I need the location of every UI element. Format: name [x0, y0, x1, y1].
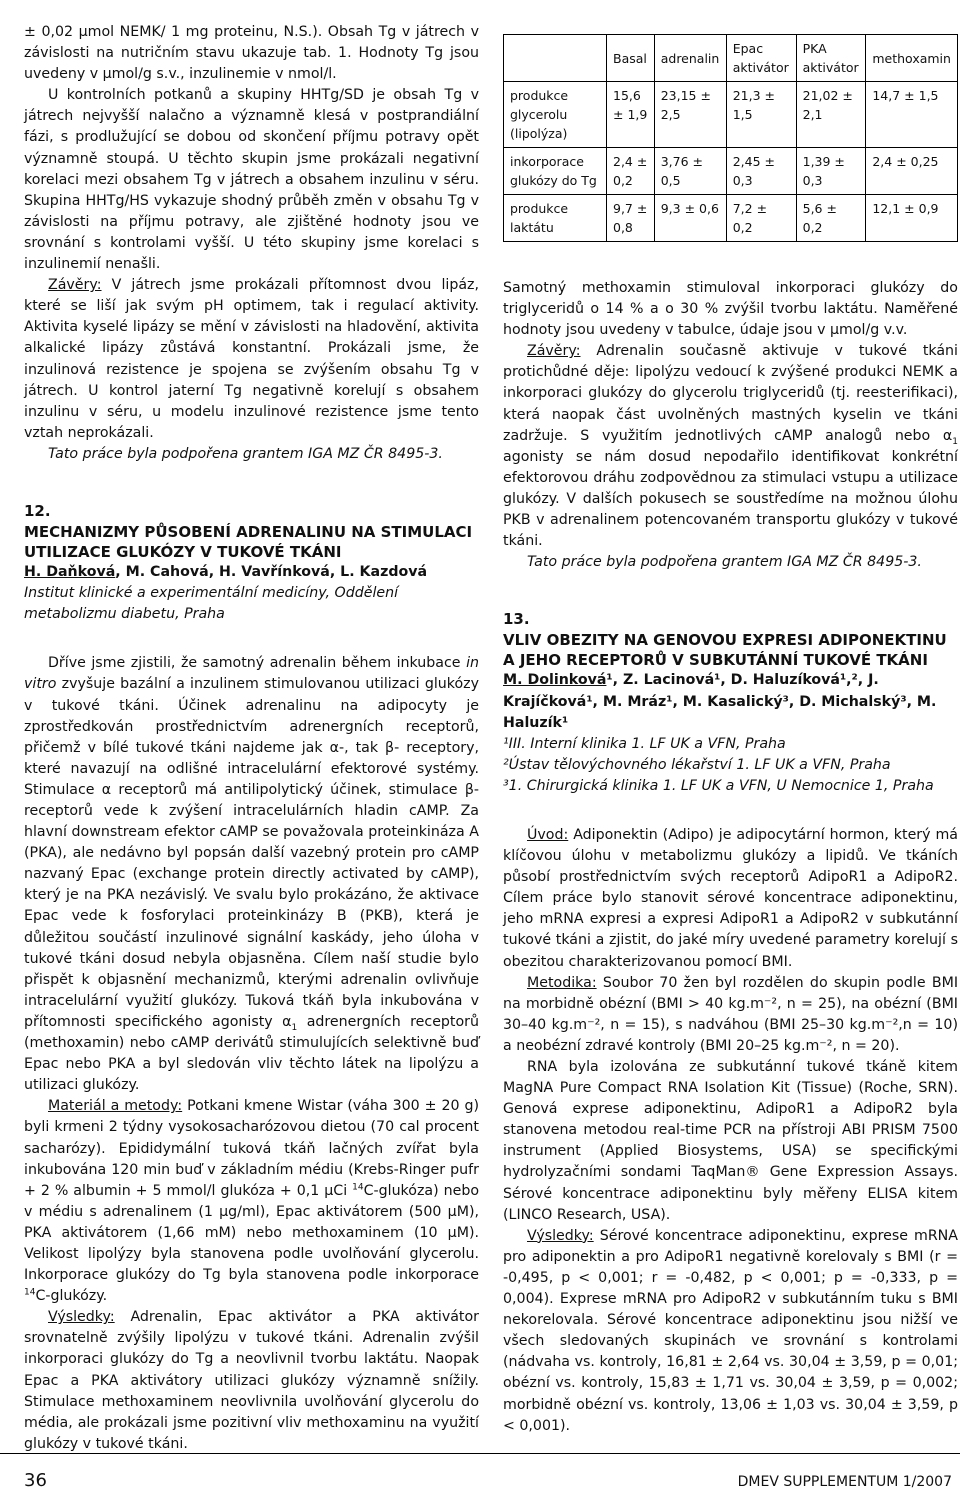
- table-row: [504, 195, 958, 242]
- table-cell: 15,6 ± 1,9: [607, 82, 655, 148]
- results-table: [503, 34, 958, 242]
- intro-label: Úvod:: [527, 826, 569, 843]
- paragraph-conclusions: Závěry: V játrech jsme prokázali přítomnost dvou lipáz, které se liší jak svým pH optimem, tak i regulací aktivity. Aktivita kyselé lipázy se mění v závislosti na hladovění, aktivita alkalické lipázy zůstává konstantní. Prokázali jsme, že inzulinová rezistence je spojena se zvýšením obsahu Tg v játrech. U kontrol jaterní Tg negativně korelují s obsahem inzulinu v séru, u modelu inzulinové rezistence jsme tento vztah neprokázali.: [24, 277, 479, 441]
- table-cell: 14,7 ± 1,5: [866, 82, 958, 148]
- results-label: Výsledky:: [527, 1227, 594, 1244]
- conclusions-label: Závěry:: [48, 277, 102, 294]
- table-header-row: [504, 35, 958, 82]
- paragraph-intro: Úvod: Adiponektin (Adipo) je adipocytární hormon, který má klíčovou úlohu v metabolizmu glukózy a lipidů. Ve tkáních působí prostřednictvím svých receptorů AdipoR1 a AdipoR2. Cílem práce bylo stanovit sérové koncentrace adiponektinu, jeho mRNA expresi a expresi AdipoR1 a AdipoR2 v subkutánní tukové tkáni a zjistit, do jaké míry uvedené parametry korelují s obezitou charakterizovanou pomocí BMI.: [503, 826, 958, 970]
- affiliation: Institut klinické a experimentální medicíny, Oddělení metabolizmu diabetu, Praha: [24, 585, 399, 623]
- results-label: Výsledky:: [48, 1309, 115, 1326]
- table-header: Basal: [607, 35, 655, 82]
- grant-note: Tato práce byla podpořena grantem IGA MZ ČR 8495-3.: [48, 445, 443, 462]
- affiliation: ²Ústav tělovýchovného lékařství 1. LF UK a VFN, Praha: [503, 756, 891, 773]
- paragraph-methoxamin: Samotný methoxamin stimuloval inkorporaci glukózy do triglyceridů o 14 % a o 30 % zvýšil tvorbu laktátu. Naměřené hodnoty jsou uvedeny v tabulce, údaje jsou v µmol/g v.v.: [503, 280, 958, 339]
- grant-note: Tato práce byla podpořena grantem IGA MZ ČR 8495-3.: [527, 554, 922, 571]
- paragraph-results: Výsledky: Adrenalin, Epac aktivátor a PKA aktivátor srovnatelně zvýšily lipolýzu v tukové tkáni. Adrenalin zvýšil inkorporaci glukózy do Tg a neovlivnil tvorbu laktátu. Naopak Epac a PKA aktivátory utilizaci glukózy významně snížily. Stimulace methoxaminem neovlivnila uvolňování glycerolu do média, ale prokázali jsme pozitivní vliv methoxaminu na využití glukózy v tukové tkáni.: [24, 1309, 479, 1452]
- paragraph-continued: ± 0,02 µmol NEMK/ 1 mg proteinu, N.S.). Obsah Tg v játrech v závislosti na nutričním stavu ukazuje tab. 1. Hodnoty Tg jsou uvedeny v µmol/g s.v., inzulinemie v nmol/l.: [24, 24, 479, 83]
- paragraph-intro: Dříve jsme zjistili, že samotný adrenalin během inkubace in vitro zvyšuje bazální a inzulinem stimulovanou utilizaci glukózy v tukové tkáni. Účinek adrenalinu na adipocyty je zprostředkován prostřednictvím adrenergních receptorů, přičemž v bílé tukové tkáni najdeme jak α-, tak β- receptory, které navazují na odlišné intracelulární efektorové systémy. Stimulace α receptorů má antilipolytický účinek, stimulace β- receptorů vede k zvýšení intracelulárních hladin cAMP. Za hlavní downstream efektor cAMP se považovala proteinkináza A (PKA), ale nedávno byl popsán další vazebný protein pro cAMP nazvaný Epac (exchange protein directly activated by cAMP), který je na PKA nezávislý. Ve svalu bylo prokázáno, že aktivace Epac vede k fosforylaci proteinkinázy B (PKB), která je důležitou součástí inzulinové signální kaskády, jeho úloha v tukové tkáni dosud nebyla objasněna. Cílem naší studie bylo přispět k objasnění mechanizmů, kterými adrenalin ovlivňuje intracelulární využití glukózy. Tuková tkáň byla inkubována v přítomnosti specifického agonisty $\alpha_1$ adrenergních receptorů (methoxamin) nebo cAMP derivátů stimulujících selektivně buď Epac nebo PKA a byl sledován vliv těchto látek na lipolýzu a utilizaci glukózy.: [24, 655, 479, 1094]
- left-column: [24, 22, 479, 1455]
- row-label: produkce laktátu: [504, 195, 607, 242]
- table-cell: 21,02 ± 2,1: [796, 82, 866, 148]
- table-cell: 21,3 ± 1,5: [726, 82, 796, 148]
- section-number: 12.: [24, 501, 51, 520]
- table-cell: 9,7 ± 0,8: [607, 195, 655, 242]
- table-corner: [504, 35, 607, 82]
- paragraph-results-tg: U kontrolních potkanů a skupiny HHTg/SD je obsah Tg v játrech nejvyšší nalačno a významně klesá v postprandiální fázi, s prodlužující se dobou od skončení příjmu potravy opět významně stoupá. U těchto skupin jsme prokázali negativní korelaci mezi obsahem Tg v játrech a obsahem inzulinu v séru. Skupina HHTg/HS vykazuje shodný průběh změn v obsahu Tg v závislosti na příjmu potravy, ale zjištěné hodnoty jsou ve srovnání s kontrolami vyšší. U této skupiny jsme korelaci s inzulinemií nenašli.: [24, 87, 479, 273]
- table-cell: 2,4 ± 0,25: [866, 148, 958, 195]
- paragraph-results: Výsledky: Sérové koncentrace adiponektinu, exprese mRNA pro adiponektin a pro AdipoR1 negativně korelovaly s BMI (r = -0,495, p < 0,001; r = -0,482, p < 0,001; p = -0,333, p = 0,004). Exprese mRNA pro AdipoR2 v subkutánním tuku s BMI nekorelovala. Sérové koncentrace adiponektinu jsou nižší ve všech sledovaných skupinách ve srovnání s kontrolami (nádvaha vs. kontroly, 16,81 ± 2,64 vs. 30,04 ± 3,59, p = 0,01; obézní vs. kontroly, 15,83 ± 1,71 vs. 30,04 ± 3,59, p = 0,002; morbidně obézní vs. kontroly, 13,06 ± 1,03 vs. 30,04 ± 3,59, p < 0,001).: [503, 1227, 958, 1434]
- table-row: [504, 148, 958, 195]
- affiliation: ¹III. Interní klinika 1. LF UK a VFN, Praha: [503, 735, 786, 752]
- conclusions-label: Závěry:: [527, 343, 581, 360]
- section-number: 13.: [503, 610, 530, 629]
- footer-divider: [0, 1453, 960, 1454]
- paragraph-rna: RNA byla izolována ze subkutánní tukové tkáně kitem MagNA Pure Compact RNA Isolation Kit (Tissue) (Roche, SRN). Genová exprese adiponektinu, AdipoR1 a AdipoR2 byla stanovena metodou real-time PCR na přístroji ABI PRISM 7500 instrument (Applied Biosystems, USA) se specifickými hydrolyzačními sondami TaqMan® Gene Expression Assays. Sérové koncentrace adiponektinu byly měřeny ELISA kitem (LINCO Research, USA).: [503, 1059, 958, 1223]
- table-cell: 1,39 ± 0,3: [796, 148, 866, 195]
- table-cell: 7,2 ± 0,2: [726, 195, 796, 242]
- methods-label: Metodika:: [527, 974, 597, 991]
- table-header: Epac aktivátor: [726, 35, 796, 82]
- affiliation: ³1. Chirurgická klinika 1. LF UK a VFN, U Nemocnice 1, Praha: [503, 777, 934, 794]
- table-cell: 23,15 ± 2,5: [654, 82, 726, 148]
- section-title: VLIV OBEZITY NA GENOVOU EXPRESI ADIPONEKTINU A JEHO RECEPTORŮ V SUBKUTÁNNÍ TUKOVÉ TKÁNI: [503, 631, 947, 670]
- paragraph-methods: Materiál a metody: Potkani kmene Wistar (váha 300 ± 20 g) byli krmeni 2 týdny vysokosacharózovou dietou (70 cal procent sacharózy). Epididymální tuková tkáň lačných zvířat byla inkubována 120 min buď v základním médiu (Krebs-Ringer pufr + 2 % albumin + 5 mmol/l glukóza + 0,1 µCi $^{14}$C-glukóza) nebo v médiu s adrenalinem (1 µg/ml), Epac aktivátorem (500 µM), PKA aktivátorem (1,66 mM) nebo methoxaminem (10 µM). Velikost lipolýzy byla stanovena podle uvolňování glycerolu. Inkorporace glukózy do Tg byla stanovena podle inkorporace $^{14}$C-glukózy.: [24, 1098, 479, 1305]
- journal-name: DMEV SUPPLEMENTUM 1/2007: [737, 1474, 952, 1490]
- right-column: [503, 278, 958, 1437]
- table-cell: 2,45 ± 0,3: [726, 148, 796, 195]
- row-label: inkorporace glukózy do Tg: [504, 148, 607, 195]
- author-list: H. Daňková, M. Cahová, H. Vavřínková, L. Kazdová: [24, 564, 428, 581]
- author-list: M. Dolinková¹, Z. Lacinová¹, D. Haluzíková¹,², J. Krajíčková¹, M. Mráz¹, M. Kasalický³, D. Michalský³, M. Haluzík¹: [503, 672, 937, 731]
- table-cell: 2,4 ± 0,2: [607, 148, 655, 195]
- table-header: PKA aktivátor: [796, 35, 866, 82]
- table-cell: 5,6 ± 0,2: [796, 195, 866, 242]
- paragraph-methods: Metodika: Soubor 70 žen byl rozdělen do skupin podle BMI na morbidně obézní (BMI > 40 kg.m⁻², n = 25), na obézní (BMI 30–40 kg.m⁻², n = 15), s nadváhou (BMI 25–30 kg.m⁻²,n = 10) a neobézní zdravé kontroly (BMI 20–25 kg.m⁻², n = 20).: [503, 974, 958, 1054]
- methods-label: Materiál a metody:: [48, 1098, 183, 1115]
- page-number: 36: [24, 1470, 47, 1491]
- row-label: produkce glycerolu (lipolýza): [504, 82, 607, 148]
- paragraph-conclusions: Závěry: Adrenalin současně aktivuje v tukové tkáni protichůdné děje: lipolýzu vedoucí k zvýšené produkci NEMK a inkorporaci glukózy do glycerolu triglyceridů (tj. reesterifikaci), která naopak část uvolněných mastných kyselin ve tkáni zadržuje. S využitím jednotlivých cAMP analogů nebo $\alpha_1$ agonisty se nám dosud nepodařilo identifikovat konkrétní efektorovou dráhu zodpovědnou za stimulaci vstupu a utilizace glukózy. V dalších pokusech se soustředíme na možnou úlohu PKB v adrenalinem potencovaném transportu glukózy v tukové tkáni.: [503, 343, 958, 550]
- table-cell: 9,3 ± 0,6: [654, 195, 726, 242]
- table-header: methoxamin: [866, 35, 958, 82]
- table-cell: 12,1 ± 0,9: [866, 195, 958, 242]
- section-title: MECHANIZMY PŮSOBENÍ ADRENALINU NA STIMULACI UTILIZACE GLUKÓZY V TUKOVÉ TKÁNI: [24, 523, 473, 562]
- table-cell: 3,76 ± 0,5: [654, 148, 726, 195]
- table-row: [504, 82, 958, 148]
- table-header: adrenalin: [654, 35, 726, 82]
